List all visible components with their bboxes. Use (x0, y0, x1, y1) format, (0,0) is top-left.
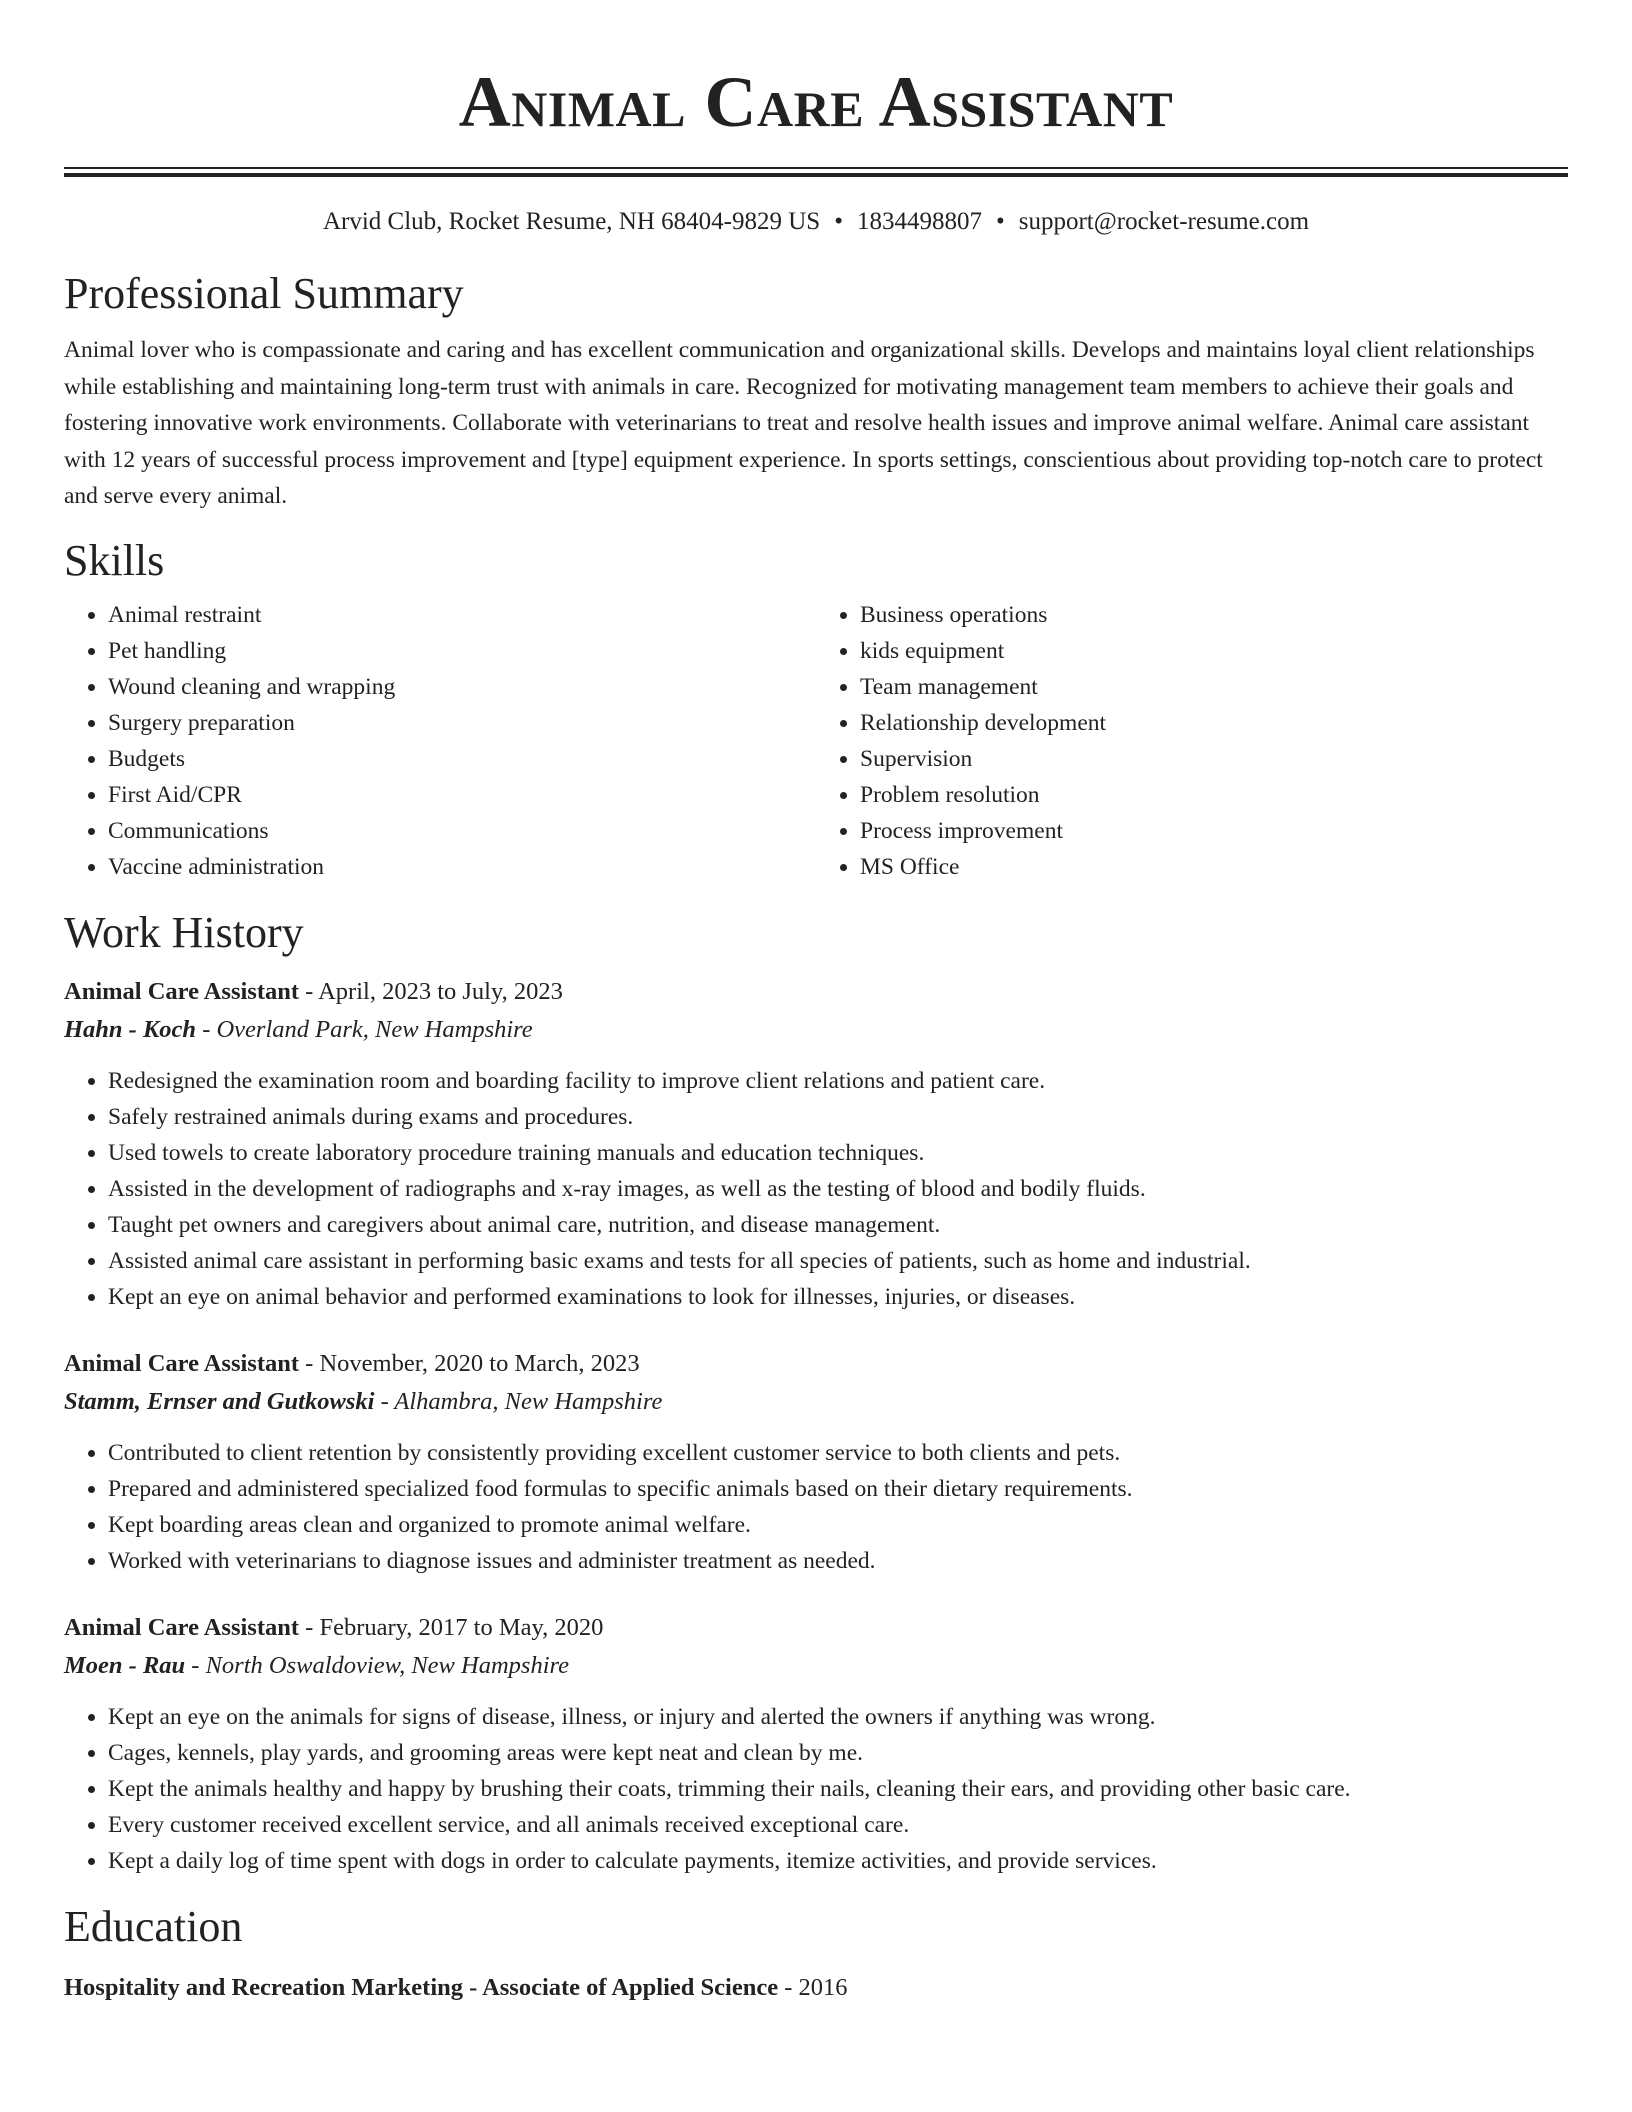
job-bullet: • Redesigned the examination room and boarding facility to improve client relations and patient care. (108, 1063, 1568, 1099)
job-bullet: • Kept boarding areas clean and organized to promote animal welfare. (108, 1507, 1568, 1543)
resume-title: Animal Care Assistant (458, 62, 1174, 142)
job-location: - Overland Park, New Hampshire (196, 1015, 533, 1043)
skills-heading: Skills (64, 535, 165, 585)
job-bullet: • Worked with veterinarians to diagnose issues and administer treatment as needed. (108, 1543, 1568, 1579)
summary-heading: Professional Summary (64, 269, 464, 318)
skill-item: • Supervision (860, 741, 1568, 777)
education-entry (64, 1969, 1568, 2007)
job-entry (64, 1345, 1568, 1579)
job-title-line (64, 1345, 1568, 1383)
work-history-heading: Work History (64, 907, 304, 957)
skill-item: • Problem resolution (860, 777, 1568, 813)
summary-text: Animal lover who is compassionate and caring and has excellent communication and organizational skills. Develops and maintains loyal client relationships while establishing and maintaining long-term trust with animals in care. Recognized for motivating management team members to achieve their goals and fostering innovative work environments. Collaborate with veterinarians to treat and resolve health issues and improve animal welfare. Animal care assistant with 12 years of successful process improvement and [type] equipment experience. In sports settings, conscientious about providing top-notch care to protect and serve every animal. (64, 337, 1543, 509)
job-bullets (64, 1063, 1568, 1315)
job-company-line (64, 1647, 1568, 1685)
job-role: Animal Care Assistant (64, 1349, 300, 1377)
job-company: Moen - Rau (64, 1651, 186, 1679)
job-bullet: • Kept the animals healthy and happy by brushing their coats, trimming their nails, cleaning their ears, and providing other basic care. (108, 1771, 1568, 1807)
skill-item: • First Aid/CPR (108, 777, 816, 813)
job-bullet: • Assisted in the development of radiographs and x-ray images, as well as the testing of blood and bodily fluids. (108, 1171, 1568, 1207)
job-bullets (64, 1699, 1568, 1879)
skill-item: • MS Office (860, 849, 1568, 885)
job-company: Hahn - Koch (64, 1015, 197, 1043)
job-entry (64, 973, 1568, 1315)
job-bullet: • Every customer received excellent service, and all animals received exceptional care. (108, 1807, 1568, 1843)
skills-list-right (816, 597, 1568, 885)
skill-item: • Process improvement (860, 813, 1568, 849)
job-company: Stamm, Ernser and Gutkowski (64, 1387, 375, 1415)
skill-item: • Wound cleaning and wrapping (108, 669, 816, 705)
contact-address: Arvid Club, Rocket Resume, NH 68404-9829 US (322, 208, 821, 235)
skill-item: • Vaccine administration (108, 849, 816, 885)
skill-item: • kids equipment (860, 633, 1568, 669)
title-divider (64, 167, 1568, 177)
skills-list-left (64, 597, 816, 885)
contact-separator: • (995, 208, 1005, 235)
job-location: - North Oswaldoview, New Hampshire (185, 1651, 570, 1679)
skill-item: • Team management (860, 669, 1568, 705)
skills-columns (64, 597, 1568, 885)
skill-item: • Budgets (108, 741, 816, 777)
job-bullet: • Assisted animal care assistant in performing basic exams and tests for all species of patients, such as home and industrial. (108, 1243, 1568, 1279)
skill-item: • Surgery preparation (108, 705, 816, 741)
job-bullet: • Safely restrained animals during exams and procedures. (108, 1099, 1568, 1135)
job-dates: - April, 2023 to July, 2023 (299, 977, 563, 1005)
education-degree: Hospitality and Recreation Marketing - Associate of Applied Science (64, 1973, 779, 2001)
education-heading: Education (64, 1901, 243, 1951)
skill-item: • Communications (108, 813, 816, 849)
job-company-line (64, 1011, 1568, 1049)
skill-item: • Pet handling (108, 633, 816, 669)
job-bullet: • Prepared and administered specialized food formulas to specific animals based on their dietary requirements. (108, 1471, 1568, 1507)
contact-phone: 1834498807 (856, 208, 982, 235)
skill-item: • Relationship development (860, 705, 1568, 741)
job-role: Animal Care Assistant (64, 977, 300, 1005)
job-dates: - November, 2020 to March, 2023 (299, 1349, 640, 1377)
job-bullet: • Contributed to client retention by consistently providing excellent customer service to both clients and pets. (108, 1435, 1568, 1471)
job-location: - Alhambra, New Hampshire (374, 1387, 663, 1415)
contact-separator: • (834, 208, 843, 235)
job-title-line (64, 973, 1568, 1011)
job-bullet: • Kept a daily log of time spent with dogs in order to calculate payments, itemize activities, and provide services. (108, 1843, 1568, 1879)
education-year: - 2016 (778, 1973, 848, 2001)
job-dates: - February, 2017 to May, 2020 (299, 1613, 604, 1641)
skill-item: • Business operations (860, 597, 1568, 633)
job-company-line (64, 1383, 1568, 1421)
job-bullet: • Taught pet owners and caregivers about animal care, nutrition, and disease management. (108, 1207, 1568, 1243)
contact-line (64, 207, 1568, 237)
skill-item: • Animal restraint (108, 597, 816, 633)
job-entry (64, 1609, 1568, 1879)
job-bullet: • Used towels to create laboratory procedure training manuals and education techniques. (108, 1135, 1568, 1171)
contact-email: support@rocket-resume.com (1018, 208, 1310, 235)
job-bullet: • Cages, kennels, play yards, and grooming areas were kept neat and clean by me. (108, 1735, 1568, 1771)
job-bullet: • Kept an eye on the animals for signs of disease, illness, or injury and alerted the owners if anything was wrong. (108, 1699, 1568, 1735)
job-title-line (64, 1609, 1568, 1647)
job-bullet: • Kept an eye on animal behavior and performed examinations to look for illnesses, injuries, or diseases. (108, 1279, 1568, 1315)
job-role: Animal Care Assistant (64, 1613, 300, 1641)
job-bullets (64, 1435, 1568, 1579)
